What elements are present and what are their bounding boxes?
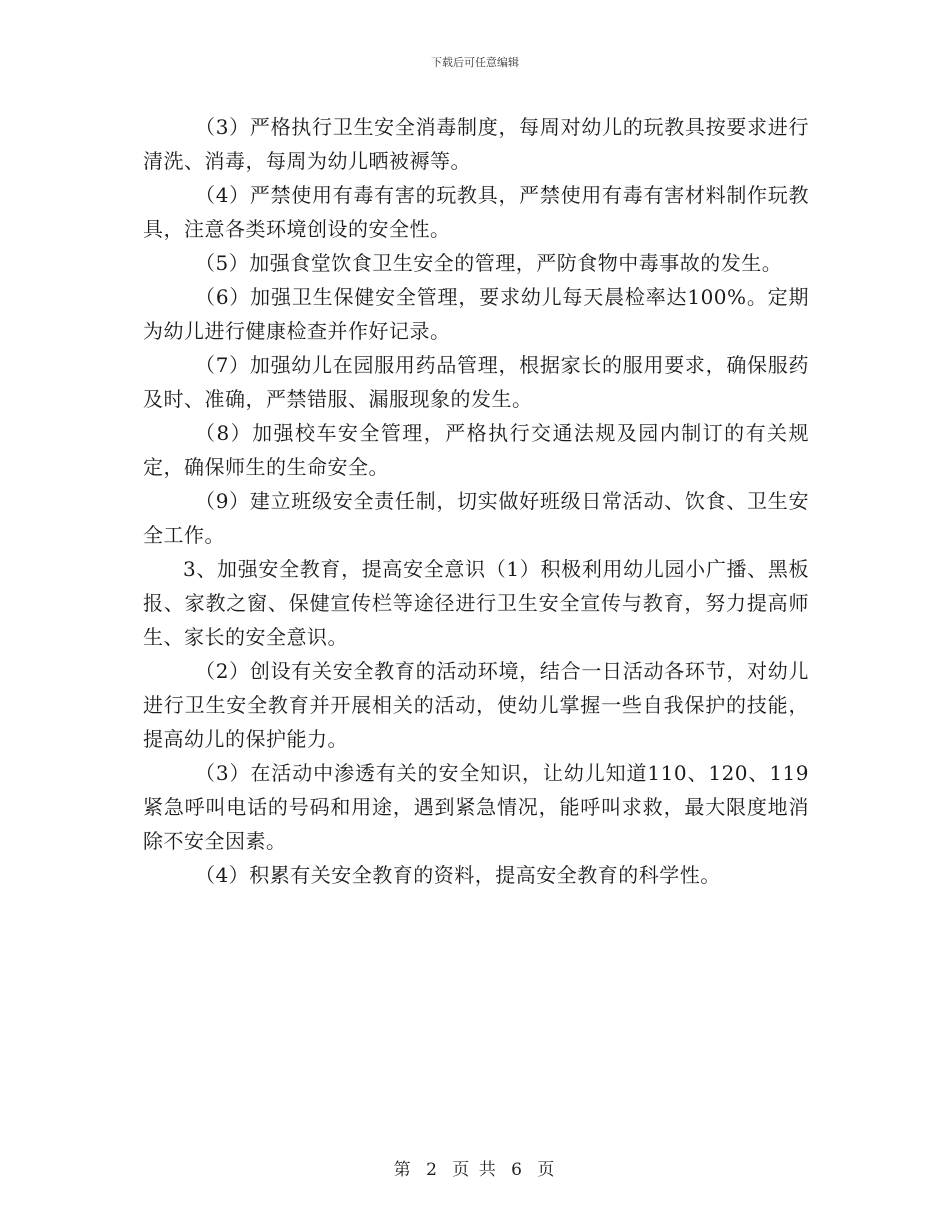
- section-heading-paragraph: 3、加强安全教育，提高安全意识（1）积极利用幼儿园小广播、黑板报、家教之窗、保健宣传栏等途径进行卫生安全宣传与教育，努力提高师生、家长的安全意识。: [143, 557, 809, 649]
- paragraph: （2）创设有关安全教育的活动环境，结合一日活动各环节，对幼儿进行卫生安全教育并开展相关的活动，使幼儿掌握一些自我保护的技能，提高幼儿的保护能力。: [143, 659, 809, 751]
- page-footer: [0, 1155, 950, 1180]
- paragraph: （3）严格执行卫生安全消毒制度，每周对幼儿的玩教具按要求进行清洗、消毒，每周为幼儿晒被褥等。: [143, 115, 809, 173]
- paragraph: （4）积累有关安全教育的资料，提高安全教育的科学性。: [195, 863, 721, 887]
- paragraph: （8）加强校车安全管理，严格执行交通法规及园内制订的有关规定，确保师生的生命安全。: [143, 421, 809, 479]
- footer-middle: 页 共: [452, 1160, 498, 1180]
- document-body: [143, 110, 809, 892]
- current-page-number: 2: [426, 1160, 439, 1180]
- paragraph: （9）建立班级安全责任制，切实做好班级日常活动、饮食、卫生安全工作。: [143, 489, 809, 547]
- paragraph: （7）加强幼儿在园服用药品管理，根据家长的服用要求，确保服药及时、准确，严禁错服、漏服现象的发生。: [143, 353, 809, 411]
- paragraph: （6）加强卫生保健安全管理，要求幼儿每天晨检率达100%。定期为幼儿进行健康检查并作好记录。: [143, 285, 809, 343]
- footer-prefix: 第: [393, 1160, 413, 1180]
- total-pages-number: 6: [511, 1160, 524, 1180]
- header-note: 下载后可任意编辑: [431, 56, 519, 69]
- footer-suffix: 页: [537, 1160, 557, 1180]
- paragraph: （4）严禁使用有毒有害的玩教具，严禁使用有毒有害材料制作玩教具，注意各类环境创设的安全性。: [143, 183, 809, 241]
- paragraph: （3）在活动中渗透有关的安全知识，让幼儿知道110、120、119紧急呼叫电话的号码和用途，遇到紧急情况，能呼叫求救，最大限度地消除不安全因素。: [143, 761, 809, 853]
- paragraph: （5）加强食堂饮食卫生安全的管理，严防食物中毒事故的发生。: [195, 251, 783, 275]
